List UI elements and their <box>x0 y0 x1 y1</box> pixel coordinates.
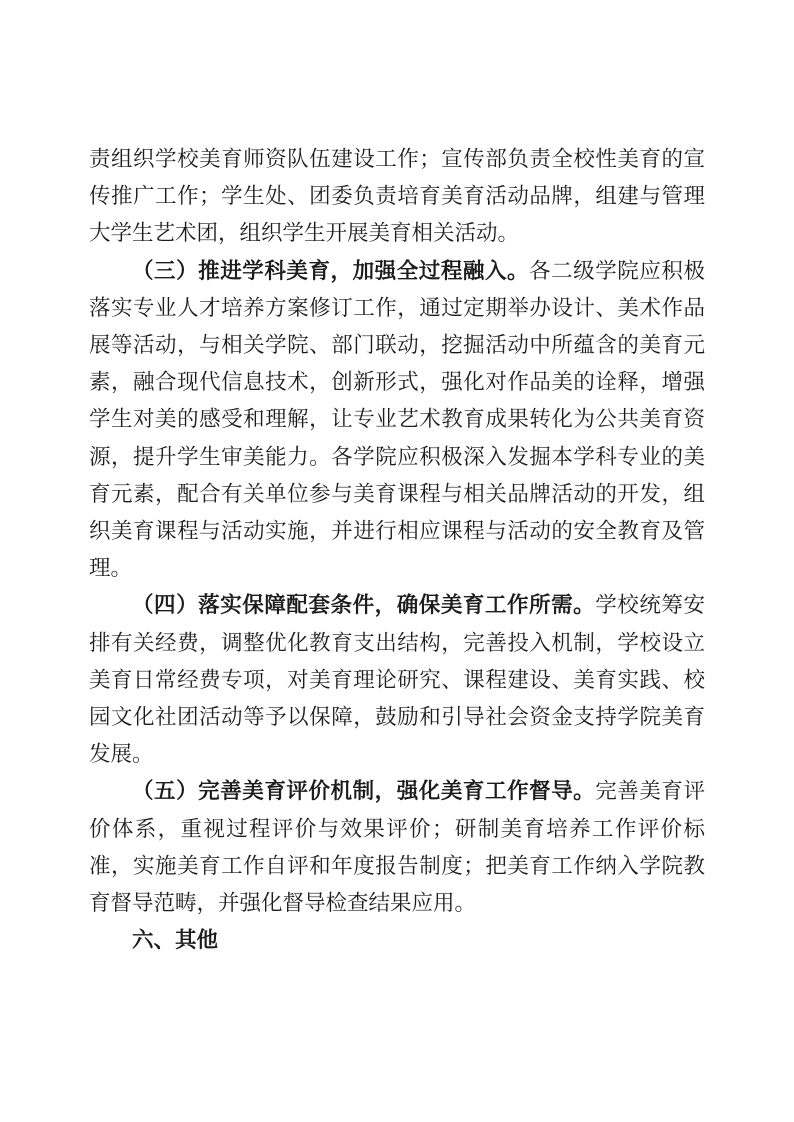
section-3-body: 各二级学院应积极落实专业人才培养方案修订工作，通过定期举办设计、美术作品展等活动，与相关学院、部门联动，挖掘活动中所蕴含的美育元素，融合现代信息技术，创新形式，强化对作品美的诠释，增强学生对美的感受和理解，让专业艺术教育成果转化为公共美育资源，提升学生审美能力。各学院应积极深入发掘本学科专业的美育元素，配合有关单位参与美育课程与相关品牌活动的开发，组织美育课程与活动实施，并进行相应课程与活动的安全教育及管理。 <box>89 258 705 581</box>
paragraph-section-5 <box>89 773 705 922</box>
paragraph-continuation <box>89 141 705 253</box>
section-4-lead: （四）落实保障配套条件，确保美育工作所需。 <box>132 593 596 618</box>
paragraph-section-3 <box>89 253 705 588</box>
section-3-lead: （三）推进学科美育，加强全过程融入。 <box>132 258 530 283</box>
heading-section-6 <box>89 922 705 959</box>
section-5-lead: （五）完善美育评价机制，强化美育工作督导。 <box>132 779 596 804</box>
paragraph-continuation-text: 责组织学校美育师资队伍建设工作；宣传部负责全校性美育的宣传推广工作；学生处、团委负责培育美育活动品牌，组建与管理大学生艺术团，组织学生开展美育相关活动。 <box>89 147 705 246</box>
document-content <box>89 141 705 959</box>
paragraph-section-4 <box>89 587 705 773</box>
section-4-body: 学校统筹安排有关经费，调整优化教育支出结构，完善投入机制，学校设立美育日常经费专项，对美育理论研究、课程建设、美育实践、校园文化社团活动等予以保障，鼓励和引导社会资金支持学院美育发展。 <box>89 593 705 767</box>
section-5-body: 完善美育评价体系，重视过程评价与效果评价；研制美育培养工作评价标准，实施美育工作自评和年度报告制度；把美育工作纳入学院教育督导范畴，并强化督导检查结果应用。 <box>89 779 705 916</box>
section-6-heading-text: 六、其他 <box>132 928 219 953</box>
